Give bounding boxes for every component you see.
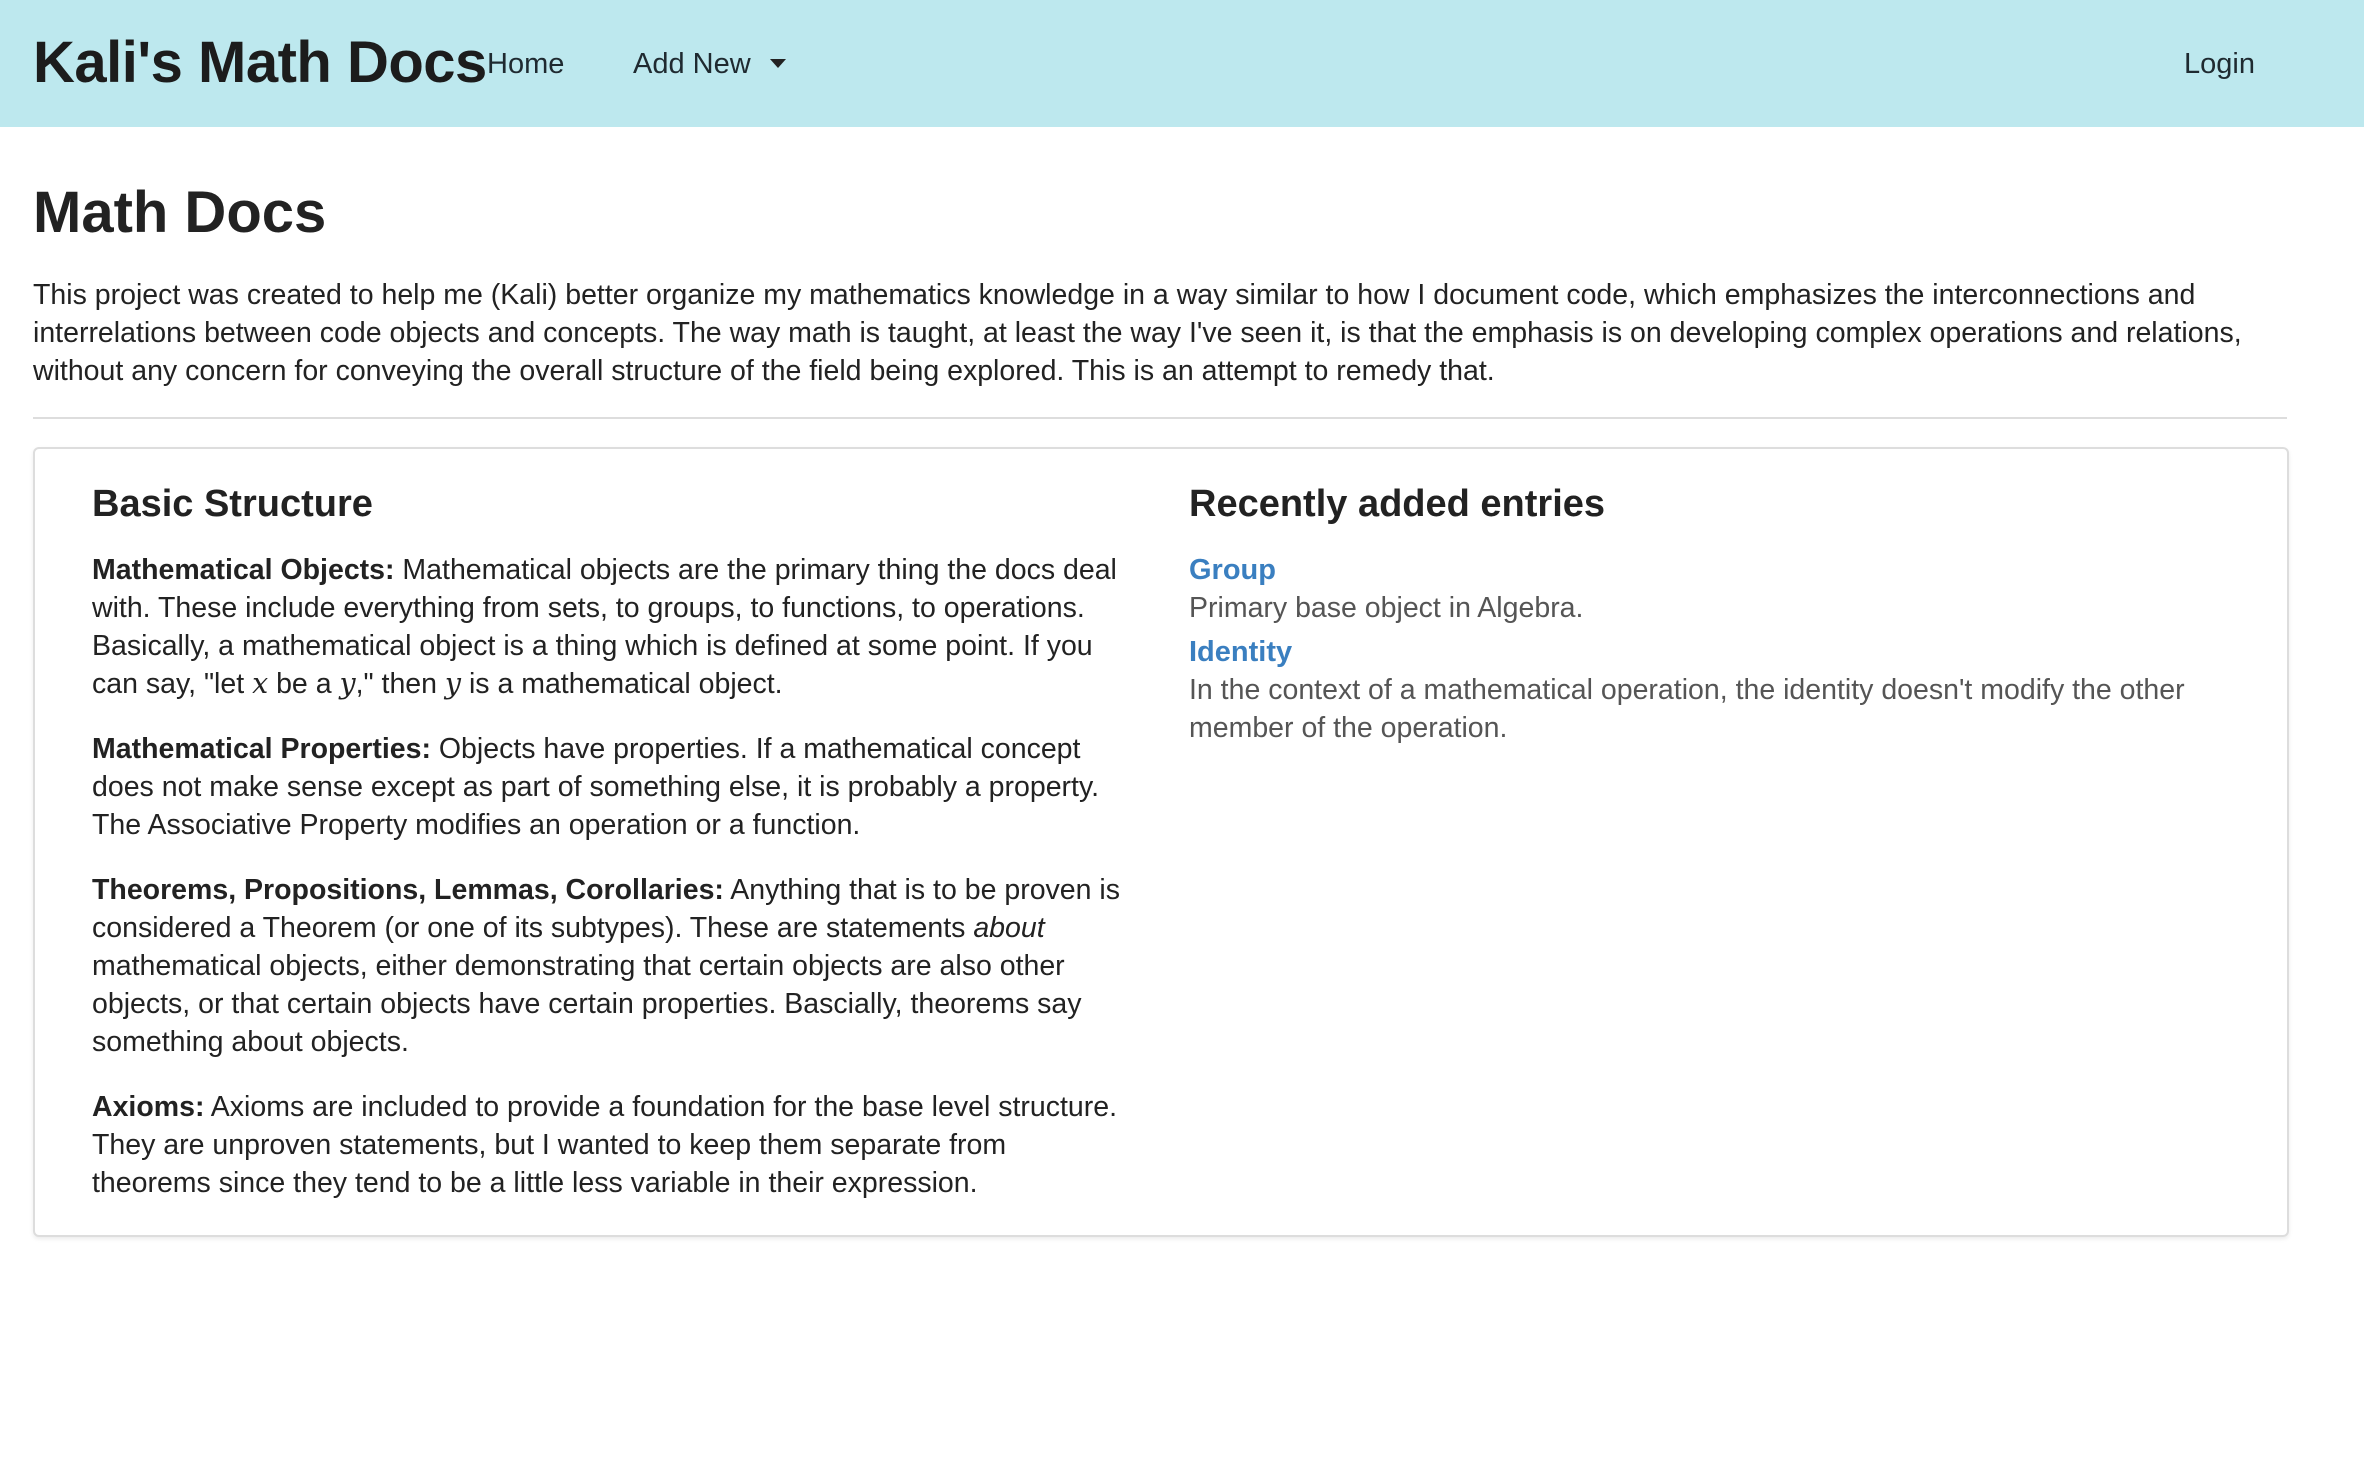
page-title: Math Docs	[33, 180, 327, 245]
objects-paragraph	[92, 551, 1132, 703]
caret-down-icon[interactable]	[770, 59, 786, 68]
objects-text-2: be a	[268, 668, 340, 700]
basic-structure-heading: Basic Structure	[92, 483, 373, 525]
nav-login-link[interactable]: Login	[2184, 48, 2255, 80]
top-navbar	[0, 0, 2364, 127]
theorems-term: Theorems, Propositions, Lemmas, Corollaries:	[92, 874, 724, 906]
nav-home-link[interactable]: Home	[487, 48, 565, 80]
objects-term: Mathematical Objects:	[92, 554, 395, 586]
theorems-paragraph	[92, 871, 1132, 1061]
content-panel	[33, 447, 2289, 1237]
axioms-text: Axioms are included to provide a foundation for the base level structure. They are unproven statements, but I wanted to keep them separate from theorems since they tend to be a little less variable in their expression.	[92, 1091, 1117, 1199]
entry-description: Primary base object in Algebra.	[1189, 592, 1584, 624]
entry-link-identity[interactable]: Identity	[1189, 636, 1293, 668]
theorems-text-2: mathematical objects, either demonstrating that certain objects are also other objects, or that certain objects have certain properties. Bascially, theorems say something about objects.	[92, 950, 1082, 1058]
properties-text: Objects have properties. If a mathematical concept does not make sense except as part of something else, it is probably a property. The Associative Property modifies an operation or a function.	[92, 733, 1100, 841]
nav-add-new-dropdown[interactable]: Add New	[633, 48, 751, 80]
axioms-paragraph	[92, 1088, 1132, 1202]
objects-text-4: is a mathematical object.	[461, 668, 783, 700]
entry-item	[1189, 551, 2229, 627]
theorems-emphasis: about	[973, 912, 1045, 944]
axioms-term: Axioms:	[92, 1091, 205, 1123]
entry-link-group[interactable]: Group	[1189, 554, 1276, 586]
theorems-text-1: Anything that is to be proven is considered a Theorem (or one of its subtypes). These are statements	[92, 874, 1120, 944]
recent-entries-heading: Recently added entries	[1189, 483, 1606, 525]
brand-link[interactable]: Kali's Math Docs	[33, 30, 487, 95]
basic-structure-column	[92, 479, 1132, 1229]
objects-text-3: ," then	[355, 668, 445, 700]
entry-item	[1189, 633, 2229, 747]
properties-paragraph	[92, 730, 1132, 844]
intro-paragraph: This project was created to help me (Kali) better organize my mathematics knowledge in a way similar to how I document code, which emphasizes the interconnections and interrelations between code objects and concepts. The way math is taught, at least the way I've seen it, is that the emphasis is on developing complex operations and relations, without any concern for conveying the overall structure of the field being explored. This is an attempt to remedy that.	[33, 279, 2242, 387]
properties-term: Mathematical Properties:	[92, 733, 431, 765]
objects-text-1: Mathematical objects are the primary thing the docs deal with. These include everything from sets, to groups, to functions, to operations. Basically, a mathematical object is a thing which is defined at some point. If you can say, "let	[92, 554, 1117, 700]
recent-entries-column	[1189, 479, 2229, 753]
math-var-y: y	[339, 667, 356, 700]
entry-description: In the context of a mathematical operation, the identity doesn't modify the other member of the operation.	[1189, 674, 2185, 744]
math-var-y-2: y	[444, 667, 462, 700]
divider	[33, 417, 2287, 419]
math-var-x: x	[252, 667, 269, 700]
